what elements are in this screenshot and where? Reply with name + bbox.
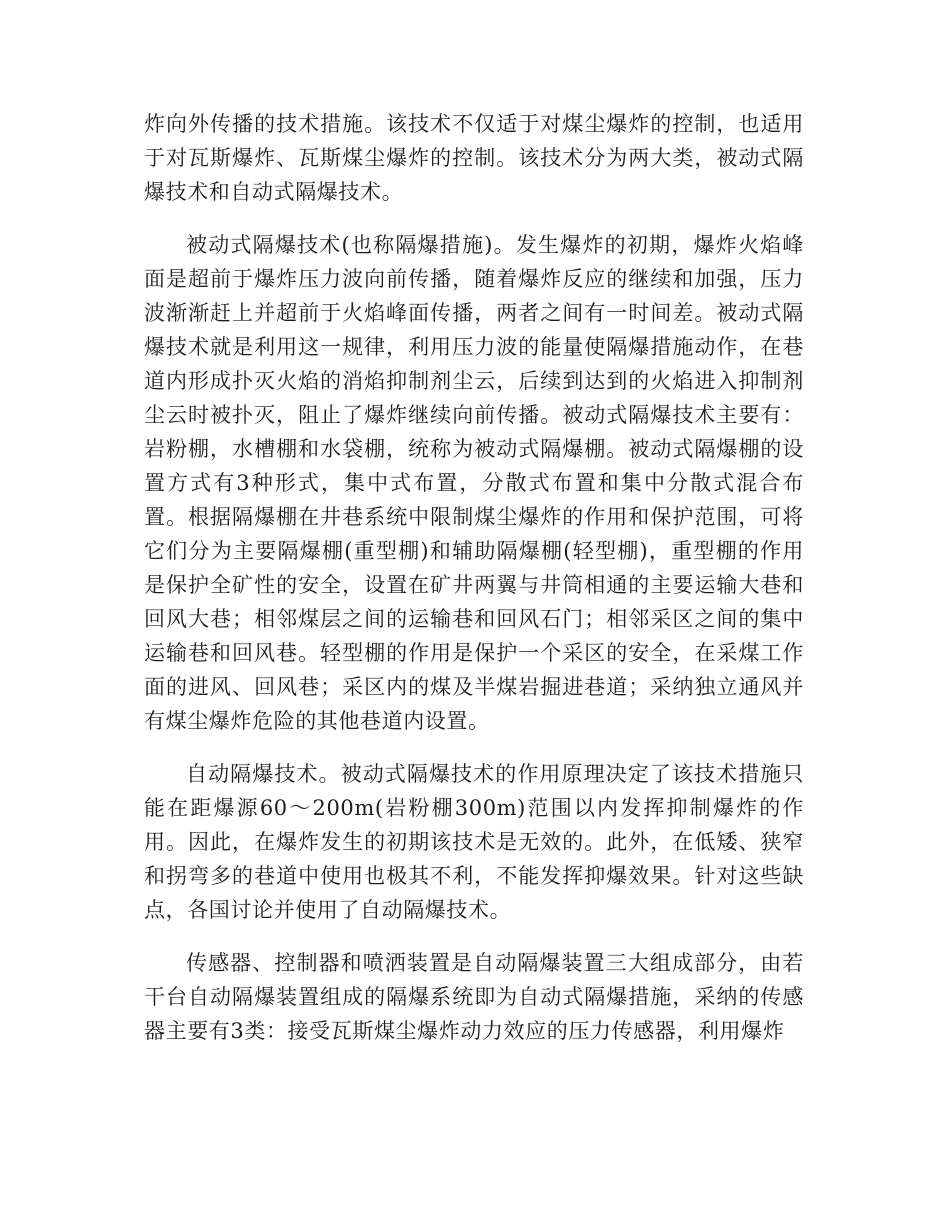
paragraph-passive-explosion-isolation: 被动式隔爆技术(也称隔爆措施)。发生爆炸的初期，爆炸火焰峰面是超前于爆炸压力波向前传播，随着爆炸反应的继续和加强，压力波渐渐赶上并超前于火焰峰面传播，两者之间有一时间差。被动式隔爆技术就是利用这一规律，利用压力波的能量使隔爆措施动作，在巷道内形成扑灭火焰的消焰抑制剂尘云，后续到达到的火焰进入抑制剂尘云时被扑灭，阻止了爆炸继续向前传播。被动式隔爆技术主要有：岩粉棚，水槽棚和水袋棚，统称为被动式隔爆棚。被动式隔爆棚的设置方式有3种形式，集中式布置，分散式布置和集中分散式混合布置。根据隔爆棚在井巷系统中限制煤尘爆炸的作用和保护范围，可将它们分为主要隔爆棚(重型棚)和辅助隔爆棚(轻型棚)，重型棚的作用是保护全矿性的安全，设置在矿井两翼与井筒相通的主要运输大巷和回风大巷；相邻煤层之间的运输巷和回风石门；相邻采区之间的集中运输巷和回风巷。轻型棚的作用是保护一个采区的安全，在采煤工作面的进风、回风巷；采区内的煤及半煤岩掘进巷道；采纳独立通风并有煤尘爆炸危险的其他巷道内设置。 xyxy=(144,233,804,733)
paragraph-automatic-explosion-isolation: 自动隔爆技术。被动式隔爆技术的作用原理决定了该技术措施只能在距爆源60～200m(岩粉棚300m)范围以内发挥抑制爆炸的作用。因此，在爆炸发生的初期该技术是无效的。此外，在低矮、狭窄和拐弯多的巷道中使用也极其不利，不能发挥抑爆效果。针对这些缺点，各国讨论并使用了自动隔爆技术。 xyxy=(144,762,804,922)
paragraph-continuation: 炸向外传播的技术措施。该技术不仅适于对煤尘爆炸的控制，也适用于对瓦斯爆炸、瓦斯煤尘爆炸的控制。该技术分为两大类，被动式隔爆技术和自动式隔爆技术。 xyxy=(144,112,804,204)
paragraph-sensors-controllers: 传感器、控制器和喷洒装置是自动隔爆装置三大组成部分，由若干台自动隔爆装置组成的隔爆系统即为自动式隔爆措施，采纳的传感器主要有3类：接受瓦斯煤尘爆炸动力效应的压力传感器，利用爆炸 xyxy=(144,951,804,1043)
document-body xyxy=(144,107,804,1067)
